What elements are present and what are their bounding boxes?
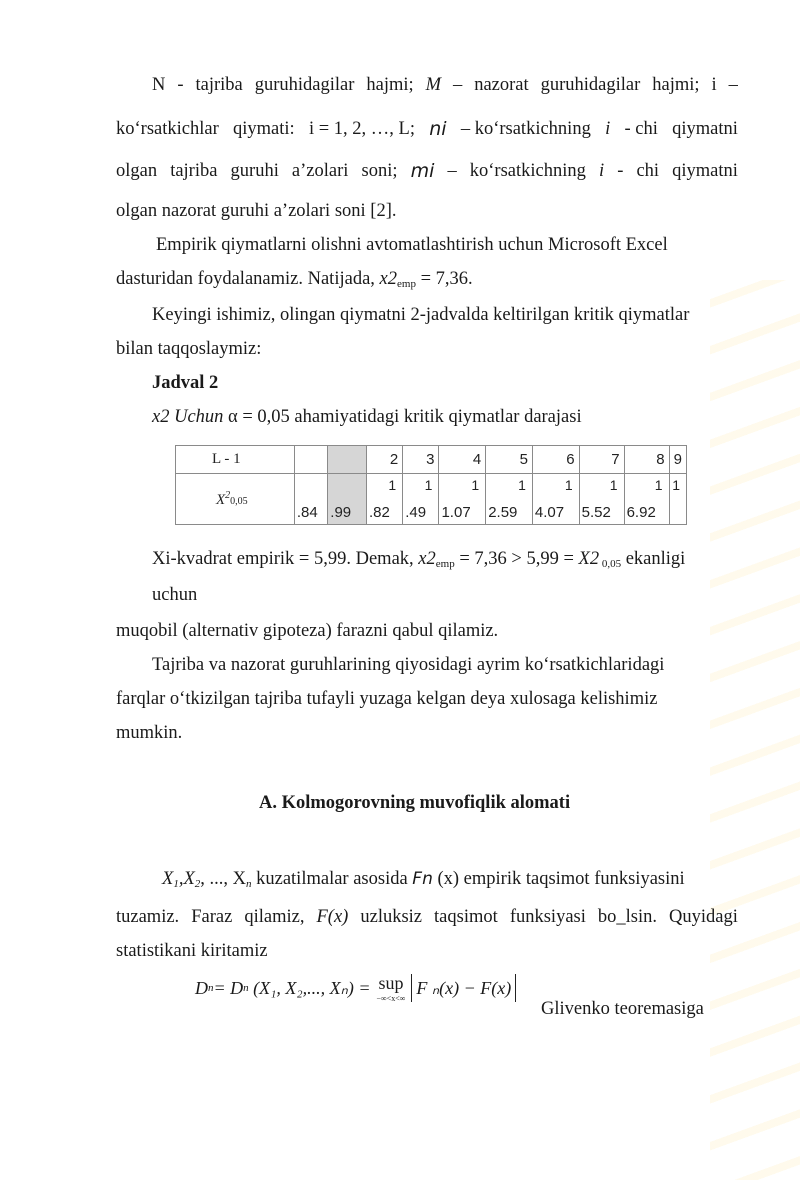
word: a’zolari [291,161,349,181]
trailing-text: Glivenko teoremasiga [541,999,704,1019]
subscript: emp [435,558,455,570]
table-cell [366,474,402,525]
word: guruhidagilar [540,75,641,95]
paragraph-2-line-1: Empirik qiymatlarni olishni avtomatlashtirish uchun Microsoft Excel [156,235,668,255]
cell-top: 1 [609,477,618,493]
word: Quyidagi [669,907,738,927]
formula-sub: n [243,982,249,994]
section-heading: A. Kolmogorovning muvofiqlik alomati [259,793,571,813]
word: – ko‘rsatkichning [460,119,591,139]
paragraph-6-line-1 [162,870,685,890]
word: - chi [624,119,658,139]
word: tuzamiz. [116,907,180,927]
variable-mi: mi [410,160,435,182]
subscript: 0,05 [599,558,622,570]
word: - [617,161,624,181]
word: chi [636,161,660,181]
table-cell: 9 [669,446,686,474]
text: , ..., X [200,869,246,889]
cell-value: .82 [368,504,390,521]
table-cell [403,474,439,525]
word: – [447,161,457,181]
word: qiymatni [672,161,738,181]
word: bo_lsin. [597,907,658,927]
variable-x2: x2 [379,269,397,289]
paragraph-5-line-3: mumkin. [116,723,183,743]
word: i [711,75,717,95]
sup-operator [376,973,405,1003]
word: ko‘rsatkichning [469,161,586,181]
word: M [425,75,442,95]
critical-values-table [175,445,687,525]
formula-part: = D [213,977,244,998]
paragraph-3-line-1: Keyingi ishimiz, olingan qiymatni 2-jadvalda keltirilgan kritik qiymatlar [152,305,690,325]
table-cell: 4 [439,446,486,474]
word: hajmi; [652,75,700,95]
word: tajriba [170,161,218,181]
sup-text: sup [378,973,404,993]
cell-value: 2.59 [488,504,518,521]
var: ,X [178,869,195,889]
paragraph-4-line-1 [152,550,685,570]
word: olgan [116,161,158,181]
subscript: n [246,878,252,890]
table-cell [532,474,579,525]
word: N [152,75,166,95]
word: tajriba [195,75,243,95]
word: ko‘rsatkichlar [116,119,219,139]
table-cell: 5 [486,446,533,474]
formula-sub: n [208,982,214,994]
table-cell: 7 [579,446,624,474]
subscript: 2 [194,878,201,890]
word: uzluksiz [360,907,423,927]
word: taqsimot [434,907,498,927]
table-cell [439,474,486,525]
text: = 7,36. [415,269,473,289]
cell-top: 1 [388,477,397,493]
word: funksiyasi [509,907,586,927]
word: qiymatni [672,119,738,139]
subscript: 0,05 [230,495,248,507]
paragraph-5-line-1: Tajriba va nazorat guruhlarining qiyosidagi ayrim ko‘rsatkichlaridagi [152,655,665,675]
cell-value: 1.07 [441,504,471,521]
word: – [453,75,463,95]
row-header: L - 1 [176,446,295,474]
chi-symbol: X [216,491,226,508]
word: F(x) [316,907,349,927]
caption-italic: x2 Uchun [152,407,224,427]
paragraph-3-line-2: bilan taqqoslaymiz: [116,339,262,359]
background-watermark [710,280,800,1180]
cell-top: 1 [471,477,480,493]
table-cell [328,474,367,525]
word: i [598,161,605,181]
word: – [728,75,738,95]
row-header [176,474,295,525]
cell-value: 4.07 [534,504,565,521]
formula-part: D [195,977,208,998]
paragraph-4-line-2: uchun [152,585,198,605]
table-row [176,446,687,474]
paragraph-6-line-3: statistikani kiritamiz [116,941,268,961]
word: nazorat [474,75,529,95]
paragraph-1-line-2 [116,120,738,139]
subscript: 1 [173,878,179,890]
word: Faraz [191,907,233,927]
word: guruhidagilar [254,75,355,95]
paragraph-5-line-2: farqlar o‘tkizilgan tajriba tufayli yuzaga kelgan deya xulosaga kelishimiz [116,689,658,709]
word: qiymati: [233,119,295,139]
caption-text: α = 0,05 ahamiyatidagi kritik qiymatlar darajasi [223,407,582,427]
table-cell [294,474,327,525]
cell-value: .99 [330,504,352,521]
cell-value: .84 [296,504,318,521]
word: qilamiz, [244,907,305,927]
cell-top: 1 [518,477,526,493]
text: dasturidan foydalanamiz. Natijada, [116,269,380,289]
text: ekanligi [621,549,686,569]
word: i = 1, 2, …, L; [308,119,415,139]
cell-top: 1 [672,477,680,493]
function-fn: Fn [412,869,433,889]
formula-part: (X₁, X₂,..., Xₙ) = [253,977,371,998]
word: hajmi; [366,75,414,95]
table-caption [152,408,582,427]
paragraph-1-line-3 [116,162,738,181]
cell-value: .49 [405,504,427,521]
word: - [177,75,184,95]
cell-value: 6.92 [626,504,656,521]
cell-value: 5.52 [581,504,611,521]
table-cell [486,474,533,525]
cell-top: 1 [564,477,573,493]
paragraph-2-line-2 [116,270,473,290]
word: guruhi [230,161,279,181]
paragraph-1-line-4: olgan nazorat guruhi a’zolari soni [2]. [116,201,397,221]
text: = 7,36 > 5,99 = [454,549,579,569]
paragraph-6-line-2 [116,908,738,927]
var: X [162,869,174,889]
table-cell: 2 [366,446,402,474]
cell-top: 1 [424,477,433,493]
table-cell [579,474,624,525]
table-title: Jadval 2 [152,373,219,393]
variable-X2: X2 [578,549,600,569]
absolute-value: F ₙ(x) − F(x) [411,974,516,1002]
variable-ni: ni [429,118,447,140]
kolmogorov-statistic-formula [195,973,516,1003]
table-cell: 8 [624,446,669,474]
paragraph-1-line-1 [152,76,738,95]
subscript: emp [397,278,416,290]
text: (x) empirik taqsimot funksiyasini [432,869,685,889]
text: Xi-kvadrat empirik = 5,99. Demak, [152,549,419,569]
table-cell: 3 [403,446,439,474]
word: i [605,119,611,139]
table-cell: 6 [532,446,579,474]
table-cell [328,446,367,474]
word: soni; [361,161,398,181]
table-cell [294,446,327,474]
table-row [176,474,687,525]
table-cell [624,474,669,525]
table-cell [669,474,686,525]
sup-range: −∞<x<∞ [376,994,406,1003]
paragraph-4-line-3: muqobil (alternativ gipoteza) farazni qabul qilamiz. [116,621,499,641]
superscript: 2 [225,489,231,501]
text: kuzatilmalar asosida [251,869,413,889]
cell-top: 1 [654,477,663,493]
variable-x2: x2 [418,549,436,569]
